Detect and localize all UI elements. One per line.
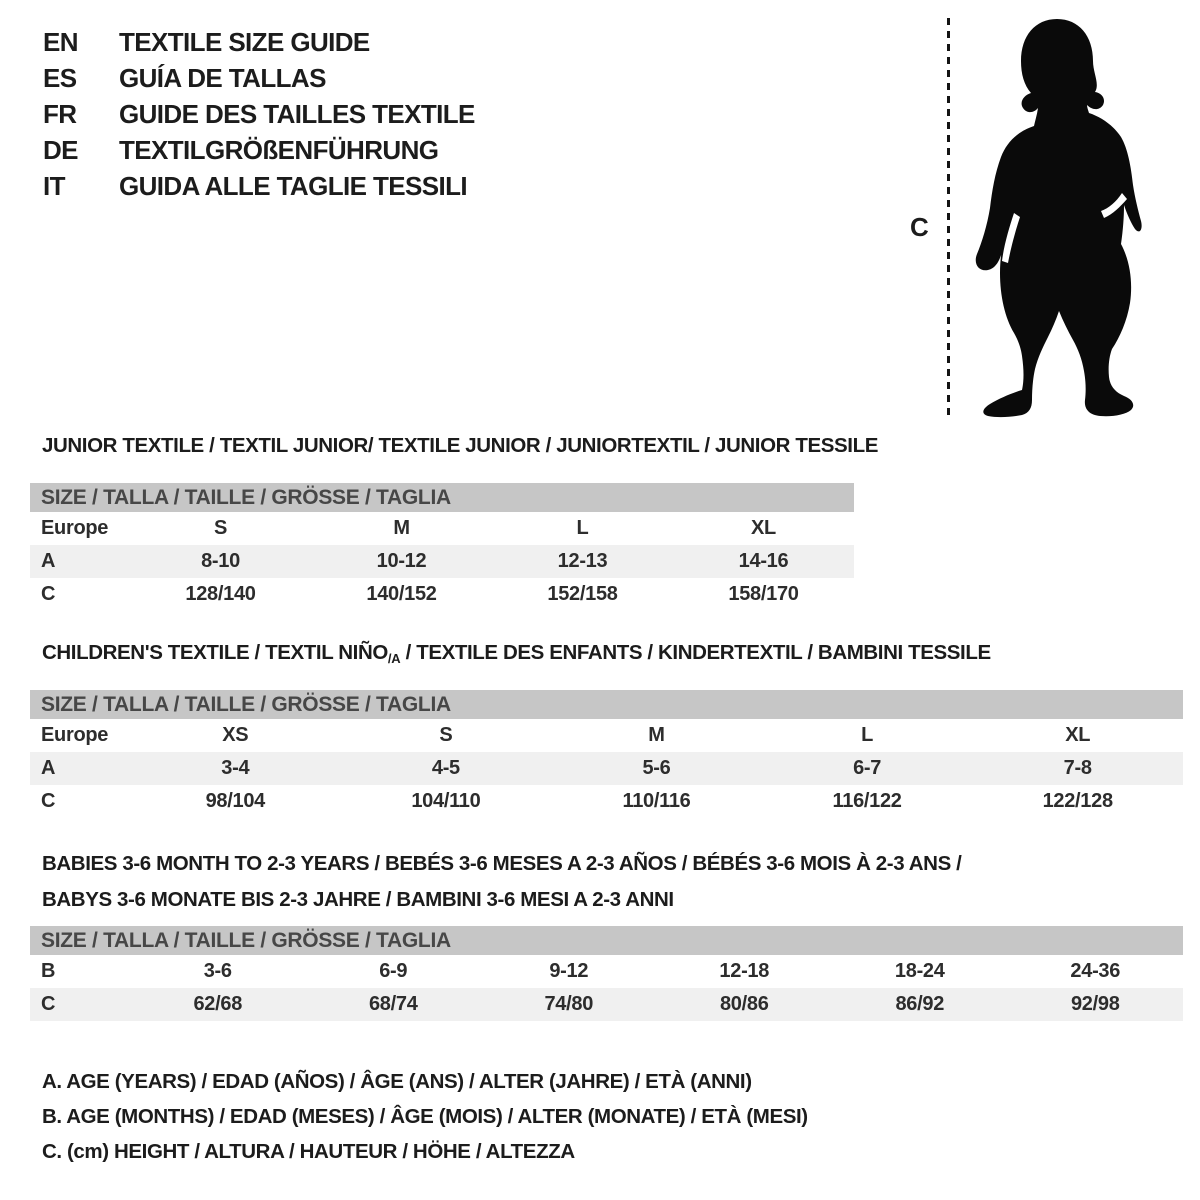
legend-line-a: A. AGE (YEARS) / EDAD (AÑOS) / ÂGE (ANS) / ALTER (JAHRE) / ETÀ (ANNI) (42, 1070, 752, 1093)
cell: 10-12 (311, 545, 492, 578)
language-code: DE (43, 134, 78, 165)
cell: 24-36 (1070, 960, 1121, 982)
legend-line-b: B. AGE (MONTHS) / EDAD (MESES) / ÂGE (MOIS) / ALTER (MONATE) / ETÀ (MESI) (42, 1105, 808, 1128)
junior-row-height (30, 578, 854, 611)
cell: S (439, 724, 453, 746)
row-label: C (41, 583, 56, 605)
cell: XS (222, 724, 249, 746)
guide-title-it: GUIDA ALLE TAGLIE TESSILI (119, 170, 468, 201)
children-section-title (42, 641, 991, 666)
junior-size-table (30, 483, 854, 611)
language-code: EN (43, 26, 78, 57)
babies-row-height (30, 988, 1183, 1021)
children-title-sub: /A (387, 651, 401, 666)
language-title-list (43, 24, 475, 204)
children-row-age-years (30, 752, 1183, 785)
cell: 74/80 (481, 988, 657, 1021)
measurement-legend (42, 1064, 808, 1169)
cell: 8-10 (130, 545, 311, 578)
cell: 140/152 (366, 583, 437, 605)
row-label: Europe (41, 724, 109, 746)
language-code: IT (43, 170, 65, 201)
cell: 110/116 (622, 790, 691, 812)
cell: 80/86 (657, 988, 833, 1021)
junior-section-title: JUNIOR TEXTILE / TEXTIL JUNIOR/ TEXTILE JUNIOR / JUNIORTEXTIL / JUNIOR TESSILE (42, 434, 878, 457)
row-label: A (30, 545, 130, 578)
cell: 12-18 (719, 960, 770, 982)
cell: XL (1065, 724, 1091, 746)
cell: 104/110 (411, 790, 481, 812)
height-measure-dashed-line (947, 18, 950, 418)
cell: 18-24 (894, 960, 945, 982)
toddler-silhouette (972, 14, 1142, 418)
language-code: FR (43, 98, 77, 129)
cell: 7-8 (972, 752, 1183, 785)
row-label: A (30, 752, 130, 785)
cell: 6-9 (379, 960, 408, 982)
children-title-post: / TEXTILE DES ENFANTS / KINDERTEXTIL / BAMBINI TESSILE (400, 641, 991, 664)
row-label: C (30, 988, 130, 1021)
children-row-europe (30, 719, 1183, 752)
cell: 98/104 (205, 790, 265, 812)
height-measure-label: C (910, 212, 929, 242)
cell: M (393, 517, 410, 539)
cell: 122/128 (1042, 790, 1113, 812)
cell: 68/74 (306, 988, 482, 1021)
guide-title-es: GUÍA DE TALLAS (119, 62, 326, 93)
junior-row-age-years (30, 545, 854, 578)
cell: 62/68 (130, 988, 306, 1021)
language-row-de (43, 132, 475, 168)
babies-section-title (42, 846, 961, 918)
guide-title-de: TEXTILGRÖßENFÜHRUNG (119, 134, 439, 165)
language-row-it (43, 168, 475, 204)
language-row-es (43, 60, 475, 96)
cell: 128/140 (185, 583, 256, 605)
cell: 6-7 (762, 752, 973, 785)
babies-size-table (30, 926, 1183, 1021)
cell: 86/92 (832, 988, 1008, 1021)
cell: 3-4 (130, 752, 341, 785)
cell: 12-13 (492, 545, 673, 578)
cell: 4-5 (341, 752, 552, 785)
cell: 3-6 (203, 960, 232, 982)
cell: 5-6 (551, 752, 762, 785)
babies-title-line2: BABYS 3-6 MONATE BIS 2-3 JAHRE / BAMBINI 3-6 MESI A 2-3 ANNI (42, 888, 674, 911)
language-code: ES (43, 62, 77, 93)
language-row-en (43, 24, 475, 60)
cell: S (213, 517, 228, 539)
guide-title-fr: GUIDE DES TAILLES TEXTILE (119, 98, 475, 129)
guide-title-en: TEXTILE SIZE GUIDE (119, 26, 370, 57)
language-row-fr (43, 96, 475, 132)
babies-table-size-header: SIZE / TALLA / TAILLE / GRÖSSE / TAGLIA (30, 926, 1183, 955)
children-table-size-header: SIZE / TALLA / TAILLE / GRÖSSE / TAGLIA (30, 690, 1183, 719)
junior-row-europe (30, 512, 854, 545)
cell: L (576, 517, 589, 539)
cell: 152/158 (547, 583, 618, 605)
row-label: Europe (41, 517, 109, 539)
row-label: B (41, 960, 56, 982)
cell: XL (751, 517, 776, 539)
legend-line-c: C. (cm) HEIGHT / ALTURA / HAUTEUR / HÖHE / ALTEZZA (42, 1140, 575, 1163)
cell: 9-12 (549, 960, 589, 982)
cell: 116/122 (832, 790, 902, 812)
cell: M (648, 724, 665, 746)
babies-row-age-months (30, 955, 1183, 988)
cell: 14-16 (673, 545, 854, 578)
children-title-pre: CHILDREN'S TEXTILE / TEXTIL NIÑO (42, 641, 388, 664)
children-row-height (30, 785, 1183, 818)
cell: 158/170 (728, 583, 799, 605)
row-label: C (41, 790, 56, 812)
junior-table-size-header: SIZE / TALLA / TAILLE / GRÖSSE / TAGLIA (30, 483, 854, 512)
children-size-table (30, 690, 1183, 818)
cell: L (861, 724, 874, 746)
babies-title-line1: BABIES 3-6 MONTH TO 2-3 YEARS / BEBÉS 3-6 MESES A 2-3 AÑOS / BÉBÉS 3-6 MOIS À 2-3 ANS / (42, 852, 962, 875)
cell: 92/98 (1008, 988, 1184, 1021)
